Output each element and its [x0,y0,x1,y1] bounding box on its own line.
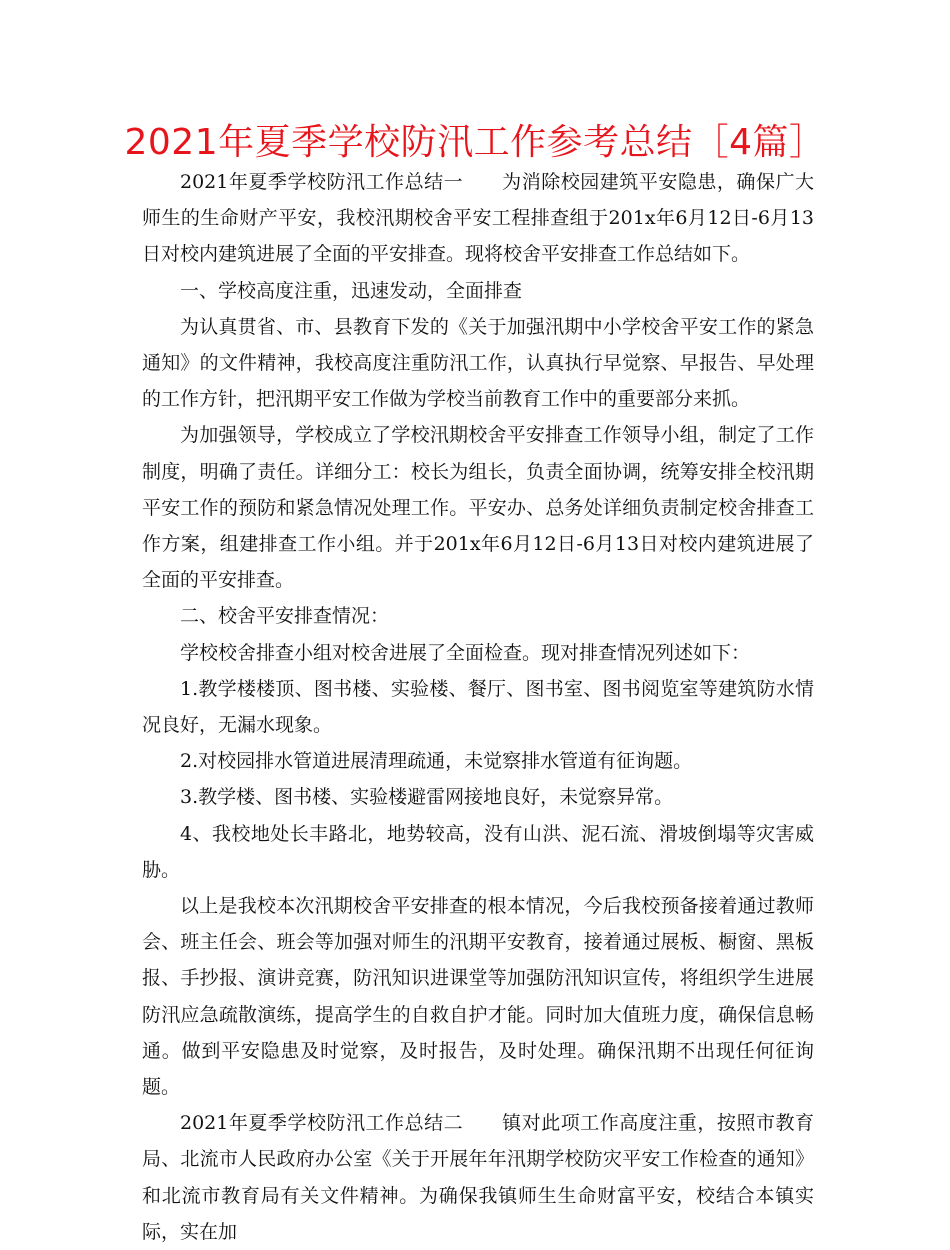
paragraph: 为加强领导，学校成立了学校汛期校舍平安排查工作领导小组，制定了工作制度，明确了责任。详细分工：校长为组长，负责全面协调，统筹安排全校汛期平安工作的预防和紧急情况处理工作。平安办、总务处详细负责制定校舍排查工作方案，组建排查工作小组。并于201x年6月12日-6月13日对校内建筑进展了全面的平安排查。 [142,424,814,592]
document-title: 2021年夏季学校防汛工作参考总结［4篇］ [124,122,826,163]
paragraph: 二、校舍平安排查情况： [180,605,390,628]
paragraph: 2021年夏季学校防汛工作总结二 镇对此项工作高度注重，按照市教育局、北流市人民政府办公室《关于开展年年汛期学校防灾平安工作检查的通知》和北流市教育局有关文件精神。为确保我镇师生生命财富平安，校结合本镇实际，实在加 [142,1112,814,1243]
paragraph: 1.教学楼楼顶、图书楼、实验楼、餐厅、图书室、图书阅览室等建筑防水情况良好，无漏水现象。 [142,677,814,737]
paragraph: 学校校舍排查小组对校舍进展了全面检查。现对排查情况列述如下： [180,641,751,664]
paragraph: 以上是我校本次汛期校舍平安排查的根本情况，今后我校预备接着通过教师会、班主任会、班会等加强对师生的汛期平安教育，接着通过展板、橱窗、黑板报、手抄报、演讲竞赛，防汛知识进课堂等加强防汛知识宣传，将组织学生进展防汛应急疏散演练，提高学生的自救自护才能。同时加大值班力度，确保信息畅通。做到平安隐患及时觉察，及时报告，及时处理。确保汛期不出现任何征询题。 [142,895,814,1099]
paragraph: 2.对校园排水管道进展清理疏通，未觉察排水管道有征询题。 [180,750,693,773]
paragraph: 一、学校高度注重，迅速发动，全面排查 [180,279,523,302]
paragraph: 为认真贯省、市、县教育下发的《关于加强汛期中小学校舍平安工作的紧急通知》的文件精神，我校高度注重防汛工作，认真执行早觉察、早报告、早处理的工作方针，把汛期平安工作做为学校当前教育工作中的重要部分来抓。 [142,315,814,411]
document-body [142,164,814,1250]
paragraph: 4、我校地处长丰路北，地势较高，没有山洪、泥石流、滑坡倒塌等灾害威胁。 [142,822,814,881]
paragraph: 2021年夏季学校防汛工作总结一 为消除校园建筑平安隐患，确保广大师生的生命财产平安，我校汛期校舍平安工程排查组于201x年6月12日-6月13日对校内建筑进展了全面的平安排查。现将校舍平安排查工作总结如下。 [142,171,814,266]
paragraph: 3.教学楼、图书楼、实验楼避雷网接地良好，未觉察异常。 [180,786,674,809]
